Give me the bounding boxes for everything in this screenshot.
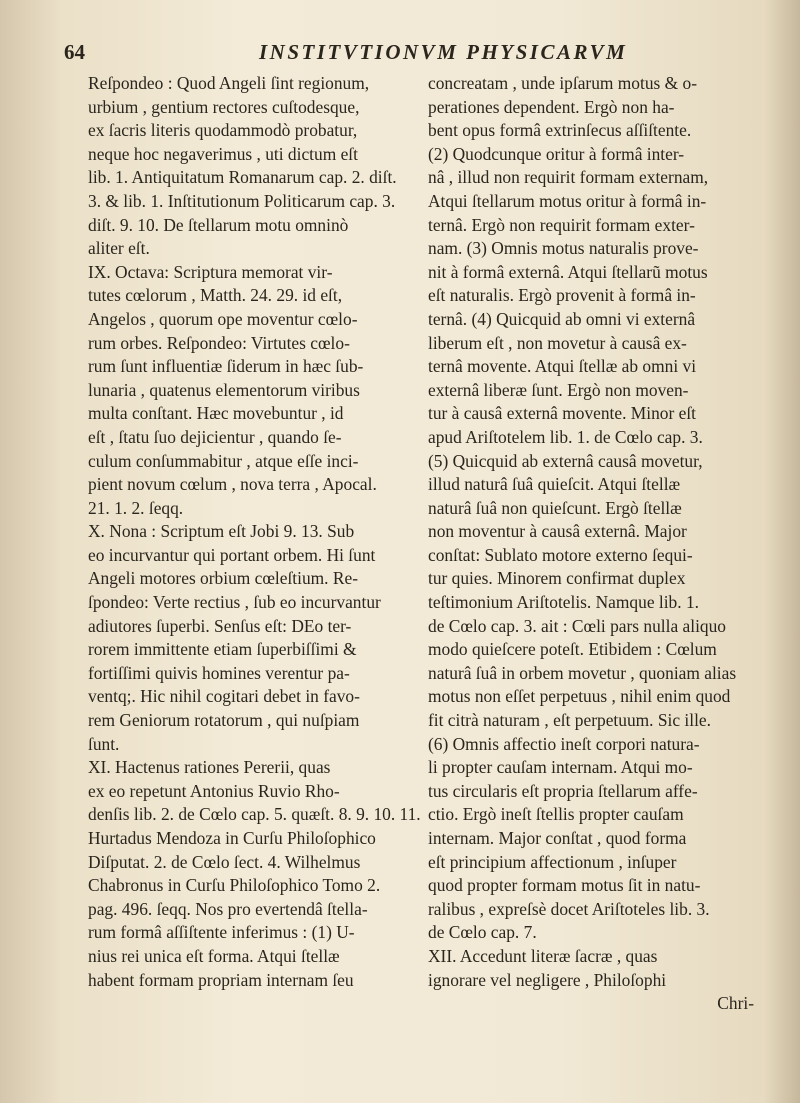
right-column-line: externâ liberæ ſunt. Ergò non moven- — [428, 379, 689, 400]
left-column-line: 3. & lib. 1. Inſtitutionum Politicarum cap. 3. — [88, 190, 396, 211]
right-column-line: ternâ. Ergò non requirit formam exter- — [428, 214, 695, 235]
right-column-line: conſtat: Sublato motore externo ſequi- — [428, 544, 693, 565]
right-column-line: ternâ movente. Atqui ſtellæ ab omni vi — [428, 356, 697, 377]
right-column-line: (6) Omnis affectio ineſt corpori natura- — [428, 733, 700, 754]
right-column-line: (2) Quodcunque oritur à formâ inter- — [428, 143, 685, 164]
left-column-line: lib. 1. Antiquitatum Romanarum cap. 2. diſt. — [88, 167, 397, 188]
right-column-line: de Cœlo cap. 7. — [428, 922, 537, 943]
left-column-line: tutes cœlorum , Matth. 24. 29. id eſt, — [88, 285, 343, 306]
left-column-line: aliter eſt. — [88, 238, 150, 259]
right-column-line: naturâ ſuâ non quieſcunt. Ergò ſtellæ — [428, 497, 682, 518]
page-header — [64, 40, 760, 66]
right-column-line: XII. Accedunt literæ ſacræ , quas — [428, 945, 658, 966]
left-column-line: neque hoc negaverimus , uti dictum eſt — [88, 143, 358, 164]
right-column-line: apud Ariſtotelem lib. 1. de Cœlo cap. 3. — [428, 426, 703, 447]
right-column-line: fit citrà naturam , eſt perpetuum. Sic ille. — [428, 710, 711, 731]
left-column-line: denſis lib. 2. de Cœlo cap. 5. quæſt. 8. 9. 10. 11. — [88, 804, 421, 825]
left-column-line: eo incurvantur qui portant orbem. Hi ſunt — [88, 544, 376, 565]
right-column-line: Atqui ſtellarum motus oritur à formâ in- — [428, 190, 707, 211]
right-column-line: bent opus formâ extrinſecus aſſiſtente. — [428, 120, 692, 141]
left-column-line: pag. 496. ſeqq. Nos pro evertendâ ſtella- — [88, 898, 368, 919]
left-column-line: IX. Octava: Scriptura memorat vir- — [88, 261, 333, 282]
right-column-line: ctio. Ergò ineſt ſtellis propter cauſam — [428, 804, 684, 825]
left-column-line: rum orbes. Reſpondeo: Virtutes cœlo- — [88, 332, 350, 353]
left-column-line: 21. 1. 2. ſeqq. — [88, 497, 184, 518]
right-column-line: de Cœlo cap. 3. ait : Cœli pars nulla aliquo — [428, 615, 727, 636]
left-column-line: nius rei unica eſt forma. Atqui ſtellæ — [88, 945, 340, 966]
left-column-line: ex ſacris literis quodammodò probatur, — [88, 120, 358, 141]
left-column-line: culum conſummabitur , atque eſſe inci- — [88, 450, 359, 471]
left-column-line: urbium , gentium rectores cuſtodesque, — [88, 96, 360, 117]
right-column-line: li propter cauſam internam. Atqui mo- — [428, 757, 693, 778]
left-column-line: Hurtadus Mendoza in Curſu Philoſophico — [88, 828, 376, 848]
left-column-line: X. Nona : Scriptum eſt Jobi 9. 13. Sub — [88, 521, 355, 542]
right-column-line: (5) Quicquid ab externâ causâ movetur, — [428, 450, 703, 471]
scan-shadow-left — [0, 0, 60, 1103]
left-column-line: rum ſunt influentiæ ſiderum in hæc ſub- — [88, 356, 364, 377]
right-column-line: modo quieſcere poteſt. Etibidem : Cœlum — [428, 639, 717, 660]
left-column-line: pient novum cœlum , nova terra , Apocal. — [88, 474, 377, 495]
left-column-line: ſunt. — [88, 733, 120, 754]
running-title: INSTITVTIONVM PHYSICARVM — [259, 40, 628, 64]
right-column-line: nâ , illud non requirit formam externam, — [428, 167, 709, 188]
right-column-line: concreatam , unde ipſarum motus & o- — [428, 73, 697, 93]
left-column-line: Reſpondeo : Quod Angeli ſint regionum, — [88, 73, 370, 93]
right-column-line: tur à causâ externâ movente. Minor eſt — [428, 403, 697, 424]
right-column-line: non moventur à causâ externâ. Major — [428, 521, 687, 542]
right-column-line: naturâ ſuâ in orbem movetur , quoniam alias — [428, 662, 737, 683]
left-column-line: eſt , ſtatu ſuo dejicientur , quando ſe- — [88, 426, 342, 447]
left-column-line: Chabronus in Curſu Philoſophico Tomo 2. — [88, 875, 381, 896]
text-columns — [88, 72, 788, 1082]
right-column-line: ralibus , expreſsè docet Ariſtoteles lib. 3. — [428, 898, 710, 919]
right-column-line: quod propter formam motus ſit in natu- — [428, 875, 701, 896]
left-column-line: ventq;. Hic nihil cogitari debet in favo- — [88, 686, 360, 707]
left-column-line: Angelos , quorum ope moventur cœlo- — [88, 308, 358, 329]
left-column-line: adiutores ſuperbi. Senſus eſt: DEo ter- — [88, 615, 352, 636]
right-column-line: ternâ. (4) Quicquid ab omni vi externâ — [428, 308, 696, 329]
right-column-line: eſt naturalis. Ergò provenit à formâ in- — [428, 285, 696, 306]
right-column-line: eſt principium affectionum , inſuper — [428, 851, 677, 872]
left-column-line: lunaria , quatenus elementorum viribus — [88, 379, 360, 400]
right-column-line: nit à formâ externâ. Atqui ſtellarũ motus — [428, 261, 708, 282]
right-column — [428, 72, 778, 1016]
right-column-line: tus circularis eſt propria ſtellarum affe- — [428, 780, 698, 801]
right-column-line: nam. (3) Omnis motus naturalis prove- — [428, 238, 699, 259]
right-column-line: perationes dependent. Ergò non ha- — [428, 96, 675, 117]
left-column-line: Diſputat. 2. de Cœlo ſect. 4. Wilhelmus — [88, 851, 361, 872]
left-column-line: multa conſtant. Hæc movebuntur , id — [88, 403, 344, 424]
left-column-line: habent formam propriam internam ſeu — [88, 969, 354, 990]
left-column-line: ſpondeo: Verte rectius , ſub eo incurvantur — [88, 592, 381, 613]
right-column-line: teſtimonium Ariſtotelis. Namque lib. 1. — [428, 592, 699, 613]
left-column-line: rem Geniorum rotatorum , qui nuſpiam — [88, 710, 360, 731]
right-column-line: internam. Major conſtat , quod forma — [428, 828, 687, 848]
left-column-line: diſt. 9. 10. De ſtellarum motu omninò — [88, 214, 349, 235]
left-column-line: Angeli motores orbium cœleſtium. Re- — [88, 568, 358, 589]
left-column-line: fortiſſimi quivis homines verentur pa- — [88, 662, 350, 683]
right-column-line: illud naturâ ſuâ quieſcit. Atqui ſtellæ — [428, 474, 681, 495]
left-column — [88, 72, 426, 992]
left-column-line: rum formâ aſſiſtente inferimus : (1) U- — [88, 922, 355, 943]
right-column-line: tur quies. Minorem confirmat duplex — [428, 568, 686, 589]
right-column-line: motus non eſſet perpetuus , nihil enim quod — [428, 686, 731, 707]
left-column-line: rorem immittente etiam ſuperbiſſimi & — [88, 639, 357, 660]
right-column-line: ignorare vel negligere , Philoſophi — [428, 969, 667, 990]
right-column-line: Chri- — [717, 993, 754, 1014]
page-number: 64 — [64, 40, 85, 64]
left-column-line: XI. Hactenus rationes Pererii, quas — [88, 757, 331, 778]
left-column-line: ex eo repetunt Antonius Ruvio Rho- — [88, 780, 340, 801]
right-column-line: liberum eſt , non movetur à causâ ex- — [428, 332, 687, 353]
